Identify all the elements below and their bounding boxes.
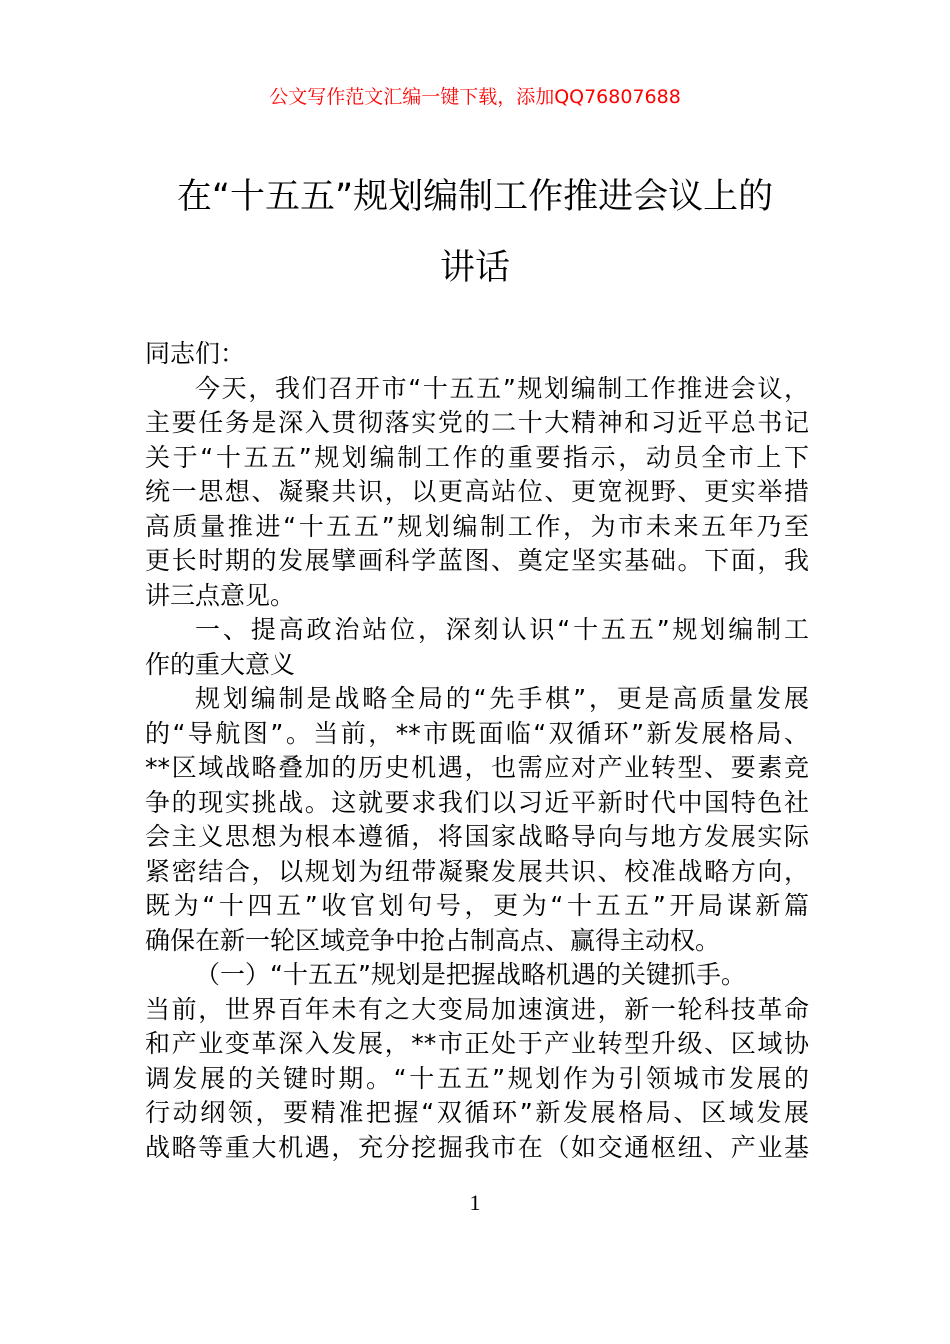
salutation: 同志们： [145,339,246,368]
body-line: 既为“十四五”收官划句号，更为“十五五”开局谋新篇 [145,891,809,920]
section-heading-line: 作的重大意义 [145,649,296,679]
body-line: 今天，我们召开市“十五五”规划编制工作推进会议， [195,373,809,403]
body-line: 主要任务是深入贯彻落实党的二十大精神和习近平总书记 [145,408,809,437]
body-line: 规划编制是战略全局的“先手棋”，更是高质量发展 [195,684,809,713]
body-line: 会主义思想为根本遵循，将国家战略导向与地方发展实际 [145,822,809,851]
page-number: 1 [469,1190,481,1215]
body-line: 争的现实挑战。这就要求我们以习近平新时代中国特色社 [145,787,809,817]
body-line: 更长时期的发展擘画科学蓝图、奠定坚实基础。下面，我 [145,546,809,575]
subsection-heading-line: （一）“十五五”规划是把握战略机遇的关键抓手。 [195,960,746,989]
body-line: **区域战略叠加的历史机遇，也需应对产业转型、要素竞 [145,753,809,782]
header-note: 公文写作范文汇编一键下载，添加QQ76807688 [269,86,681,108]
body-line: 的“导航图”。当前，**市既面临“双循环”新发展格局、 [145,718,809,748]
document-body [145,337,809,1165]
section-heading-line: 一、提高政治站位，深刻认识“十五五”规划编制工 [195,615,809,644]
body-line: 当前，世界百年未有之大变局加速演进，新一轮科技革命 [145,994,809,1024]
body-line: 关于“十五五”规划编制工作的重要指示，动员全市上下 [145,442,809,472]
body-line: 紧密结合，以规划为纽带凝聚发展共识、校准战略方向， [145,856,809,886]
body-line: 调发展的关键时期。“十五五”规划作为引领城市发展的 [145,1063,809,1093]
body-line: 行动纲领，要精准把握“双循环”新发展格局、区域发展 [145,1098,809,1127]
body-line: 高质量推进“十五五”规划编制工作，为市未来五年乃至 [145,511,809,541]
title-line-2: 讲话 [439,248,510,288]
body-line: 和产业变革深入发展，**市正处于产业转型升级、区域协 [145,1029,809,1058]
title-line-1: 在“十五五”规划编制工作推进会议上的 [176,177,774,217]
document-title [100,168,850,297]
body-line: 统一思想、凝聚共识，以更高站位、更宽视野、更实举措 [145,477,809,506]
body-line: 讲三点意见。 [145,580,296,610]
body-line: 确保在新一轮区域竞争中抢占制高点、赢得主动权。 [145,925,721,955]
body-line: 战略等重大机遇，充分挖掘我市在（如交通枢纽、产业基 [145,1132,809,1162]
